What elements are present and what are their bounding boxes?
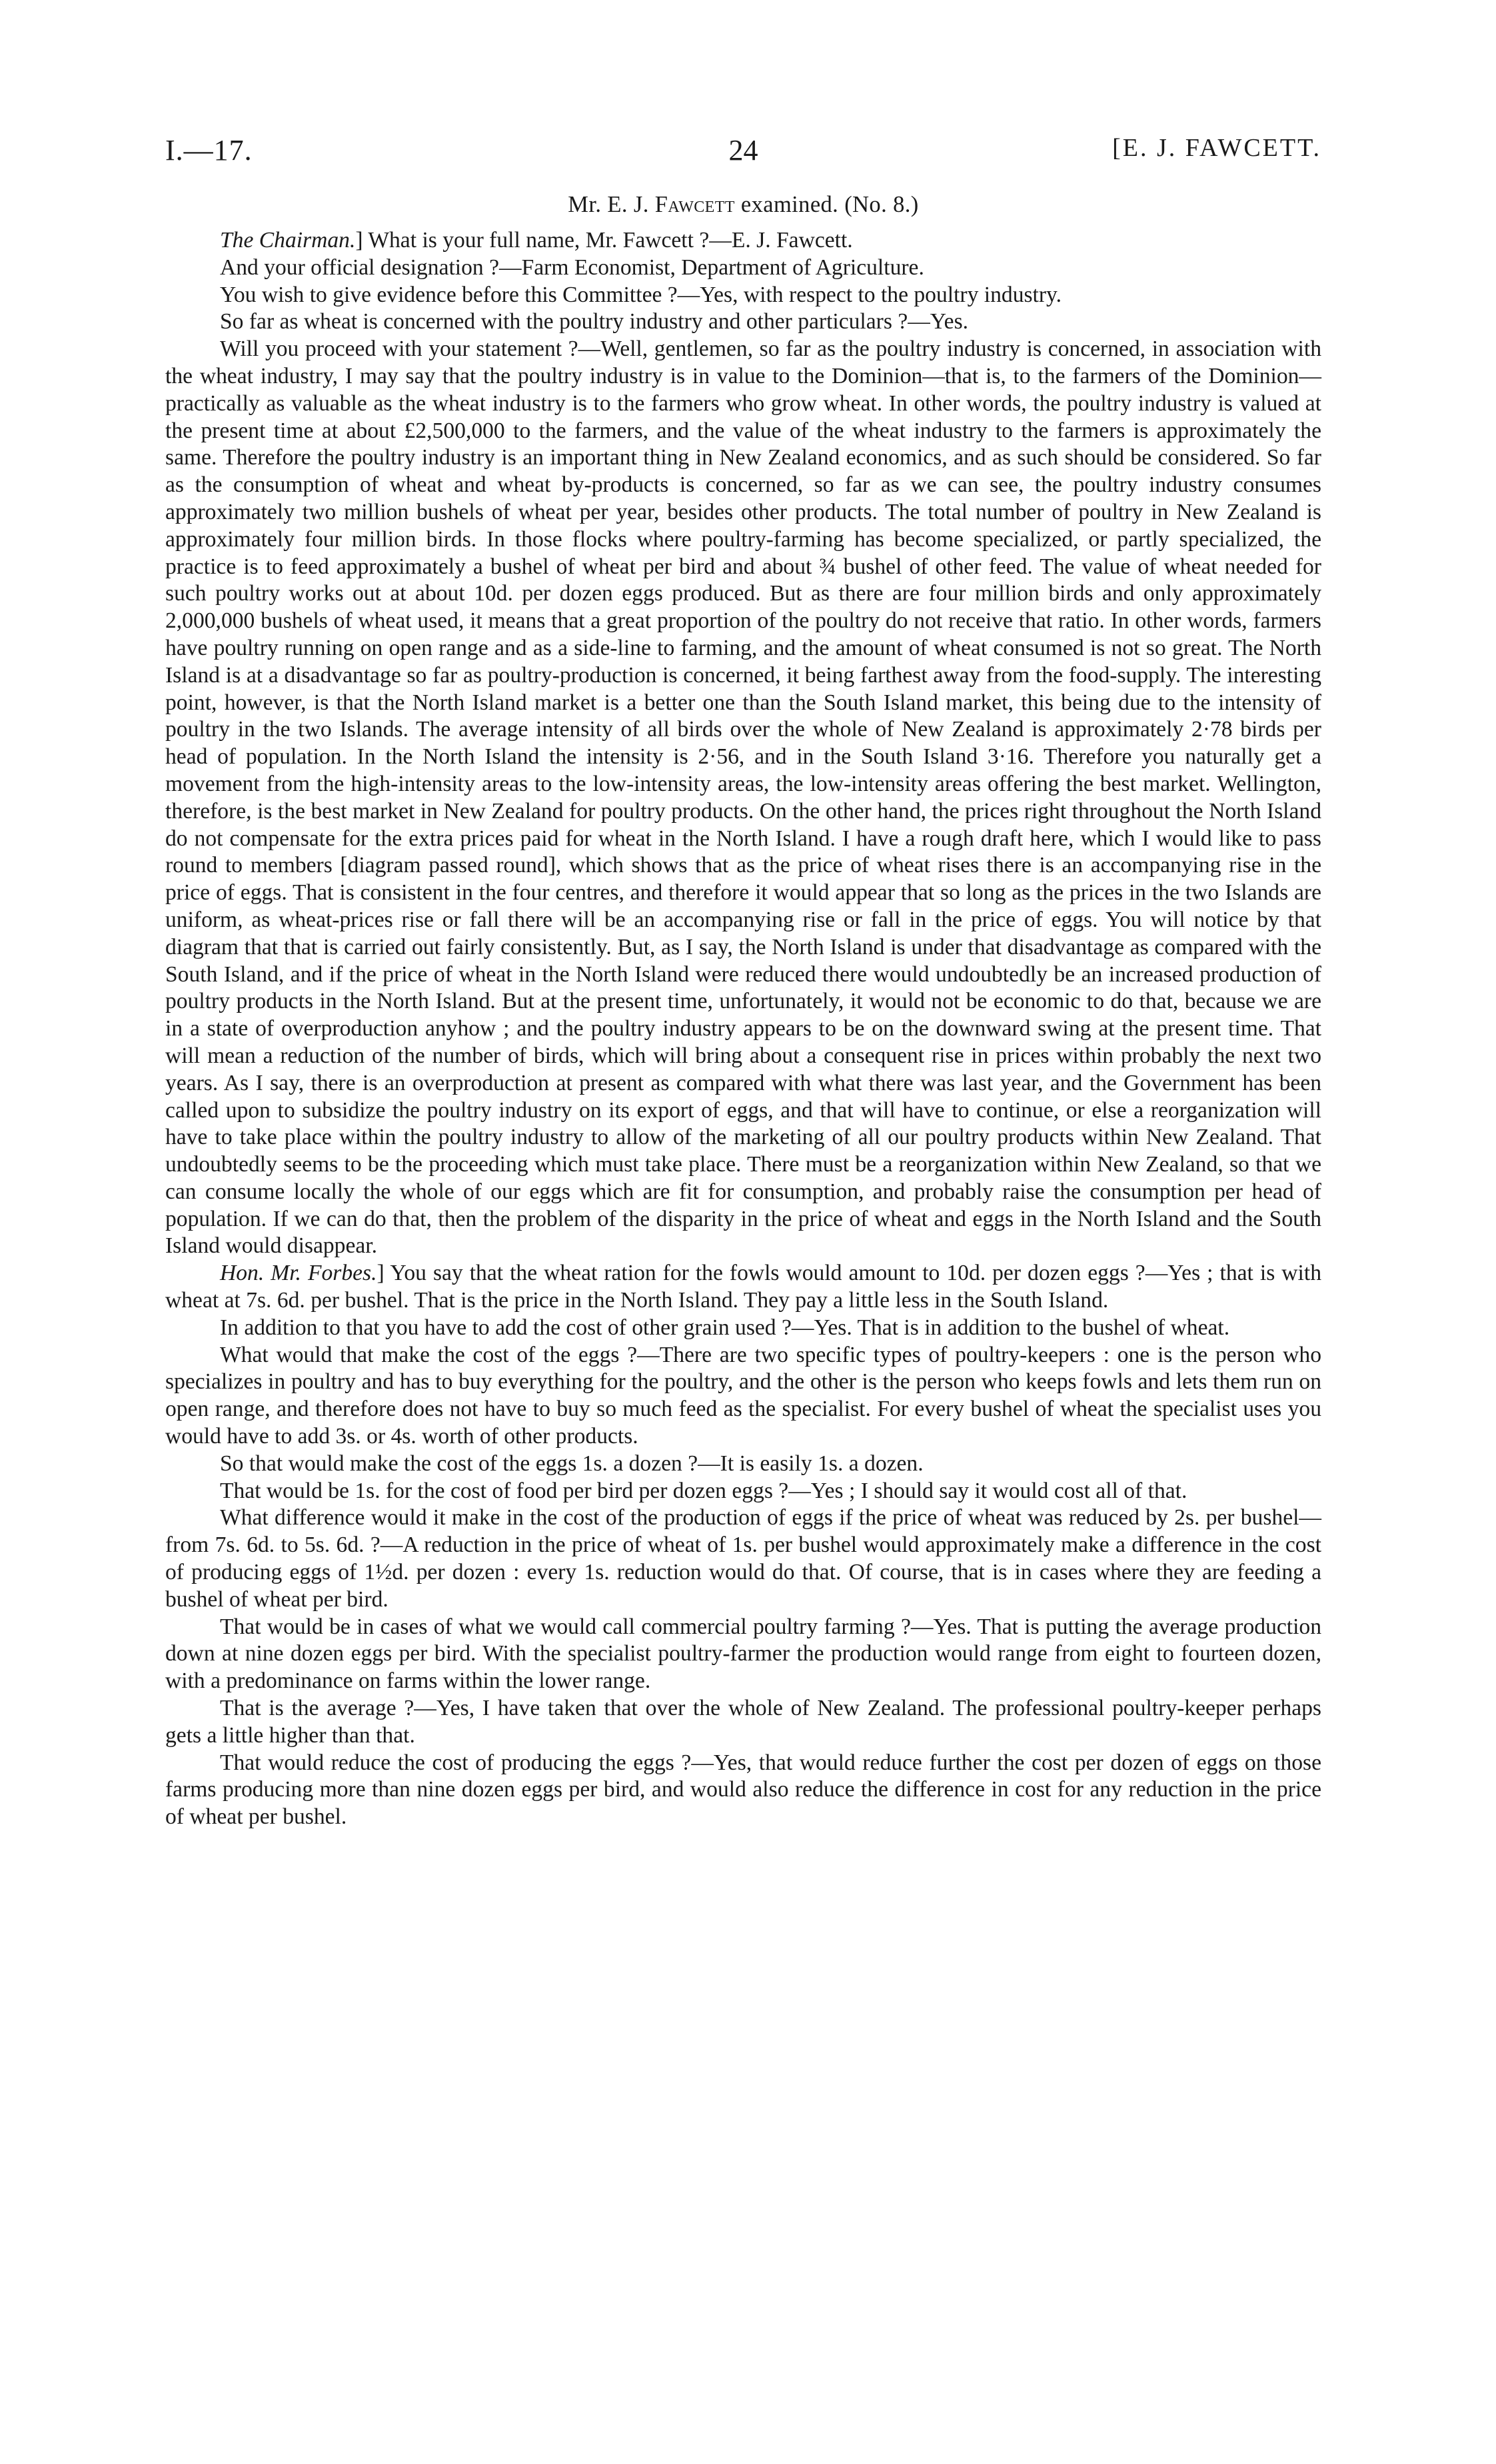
paragraph-text: ] You say that the wheat ration for the fowls would amount to 10d. per dozen eggs ?—Yes ; that is with wheat at 7s. 6d. per bushel. That is the price in the North Island. They pay a little less in the South Island.	[165, 1261, 1321, 1313]
paragraph-text: That would reduce the cost of producing the eggs ?—Yes, that would reduce further the cost per dozen of eggs on those farms producing more than nine dozen eggs per bird, and would also reduce the difference in cost for any reduction in the price of wheat per bushel.	[165, 1750, 1321, 1830]
paragraph-text: You wish to give evidence before this Committee ?—Yes, with respect to the poultry industry.	[220, 282, 1062, 307]
paragraph	[165, 1614, 1321, 1695]
paragraph	[165, 1315, 1321, 1342]
paragraph	[165, 282, 1321, 309]
testimony-body	[165, 227, 1321, 1831]
paragraph-text: That is the average ?—Yes, I have taken that over the whole of New Zealand. The professional poultry-keeper perhaps gets a little higher than that.	[165, 1696, 1321, 1748]
paragraph-text: That would be 1s. for the cost of food per bird per dozen eggs ?—Yes ; I should say it would cost all of that.	[220, 1478, 1187, 1503]
paragraph-text: What difference would it make in the cost of the production of eggs if the price of wheat was reduced by 2s. per bushel—from 7s. 6d. to 5s. 6d. ?—A reduction in the price of wheat of 1s. per bushel would approximately make a difference in the cost of producing eggs of 1½d. per dozen : every 1s. reduction would do that. Of course, that is in cases where they are feeding a bushel of wheat per bird.	[165, 1505, 1321, 1612]
paragraph	[165, 1505, 1321, 1613]
paragraph-text: Will you proceed with your statement ?—Well, gentlemen, so far as the poultry industry is concerned, in association with the wheat industry, I may say that the poultry industry is in value to the Dominion—that is, to the farmers of the Dominion—practically as valuable as the wheat industry is to the farmers who grow wheat. In other words, the poultry industry is valued at the present time at about £2,500,000 to the farmers, and the value of the wheat industry to the farmers is approximately the same. Therefore the poultry industry is an important thing in New Zealand economics, and as such should be considered. So far as the consumption of wheat and wheat by-products is concerned, so far as we can see, the poultry industry consumes approximately two million bushels of wheat per year, besides other products. The total number of poultry in New Zealand is approximately four million birds. In those flocks where poultry-farming has become specialized, or partly specialized, the practice is to feed approximately a bushel of wheat per bird and about ¾ bushel of other feed. The value of wheat needed for such poultry works out at about 10d. per dozen eggs produced. But as there are four million birds and only approximately 2,000,000 bushels of wheat used, it means that a great proportion of the poultry do not receive that ratio. In other words, farmers have poultry running on open range and as a side-line to farming, and the amount of wheat consumed is not so great. The North Island is at a disadvantage so far as poultry-production is concerned, it being farthest away from the food-supply. The interesting point, however, is that the North Island market is a better one than the South Island market, this being due to the intensity of poultry in the two Islands. The average intensity of all birds over the whole of New Zealand is approximately 2·78 birds per head of population. In the North Island the intensity is 2·56, and in the South Island 3·16. Therefore you naturally get a movement from the high-intensity areas to the low-intensity areas, the low-intensity areas offering the best market. Wellington, therefore, is the best market in New Zealand for poultry products. On the other hand, the prices right throughout the North Island do not compensate for the extra prices paid for wheat in the North Island. I have a rough draft here, which I would like to pass round to members [diagram passed round], which shows that as the price of wheat rises there is an accompanying rise in the price of eggs. That is consistent in the four centres, and therefore it would appear that so long as the prices in the two Islands are uniform, as wheat-prices rise or fall there will be an accompanying rise or fall in the price of eggs. You will notice by that diagram that that is carried out fairly consistently. But, as I say, the North Island is under that disadvantage as compared with the South Island, and if the price of wheat in the North Island were reduced there would undoubtedly be an increased production of poultry products in the North Island. But at the present time, unfortunately, it would not be economic to do that, because we are in a state of overproduction anyhow ; and the poultry industry appears to be on the downward swing at the present time. That will mean a reduction of the number of birds, which will bring about a consequent rise in prices within probably the next two years. As I say, there is an overproduction at present as compared with what there was last year, and the Government has been called upon to subsidize the poultry industry on its export of eggs, and that will have to continue, or else a reorganization will have to take place within the poultry industry to allow of the marketing of all our poultry products within New Zealand. That undoubtedly seems to be the proceeding which must take place. There must be a reorganization within New Zealand, so that we can consume locally the whole of our eggs which are fit for consumption, and probably raise the consumption per head of population. If we can do that, then the problem of the disparity in the price of wheat and eggs in the North Island and the South Island would disappear.	[165, 336, 1321, 1259]
paper-number: I.—17.	[165, 134, 253, 167]
paragraph	[165, 255, 1321, 282]
speaker-label: Hon. Mr. Forbes.	[220, 1261, 377, 1286]
paragraph-text: And your official designation ?—Farm Economist, Department of Agriculture.	[220, 255, 924, 280]
heading-surname: Fawcett	[654, 192, 735, 217]
paragraph	[165, 1695, 1321, 1750]
paragraph-text: In addition to that you have to add the cost of other grain used ?—Yes. That is in addition to the bushel of wheat.	[220, 1315, 1230, 1340]
paragraph	[165, 1451, 1321, 1478]
running-head	[165, 133, 1321, 180]
paragraph-text: That would be in cases of what we would call commercial poultry farming ?—Yes. That is putting the average production down at nine dozen eggs per bird. With the specialist poultry-farmer the production would range from eight to fourteen dozen, with a predominance on farms within the lower range.	[165, 1614, 1321, 1694]
paragraph-text: So that would make the cost of the eggs 1s. a dozen ?—It is easily 1s. a dozen.	[220, 1451, 924, 1476]
heading-suffix: examined. (No. 8.)	[734, 192, 919, 217]
paragraph	[165, 308, 1321, 336]
paragraph	[165, 336, 1321, 1260]
paragraph-text: So far as wheat is concerned with the poultry industry and other particulars ?—Yes.	[220, 309, 969, 334]
speaker-label: The Chairman.	[220, 228, 356, 253]
paragraph	[165, 1342, 1321, 1451]
page-number: 24	[728, 134, 758, 167]
heading-prefix: Mr. E. J.	[568, 192, 655, 217]
witness-running-title: [E. J. FAWCETT.	[1112, 134, 1321, 162]
paragraph-text: What would that make the cost of the eggs ?—There are two specific types of poultry-keepers : one is the person who specializes in poultry and has to buy everything for the poultry, and the other is the person who keeps fowls and lets them run on open range, and therefore does not have to buy so much feed as the specialist. For every bushel of wheat the specialist uses you would have to add 3s. or 4s. worth of other products.	[165, 1342, 1321, 1449]
paragraph	[165, 1750, 1321, 1831]
paragraph	[165, 1478, 1321, 1505]
paragraph-text: ] What is your full name, Mr. Fawcett ?—E. J. Fawcett.	[355, 228, 853, 253]
document-page	[165, 133, 1321, 1831]
paragraph	[165, 1260, 1321, 1315]
examination-heading	[165, 192, 1321, 218]
paragraph	[165, 227, 1321, 255]
